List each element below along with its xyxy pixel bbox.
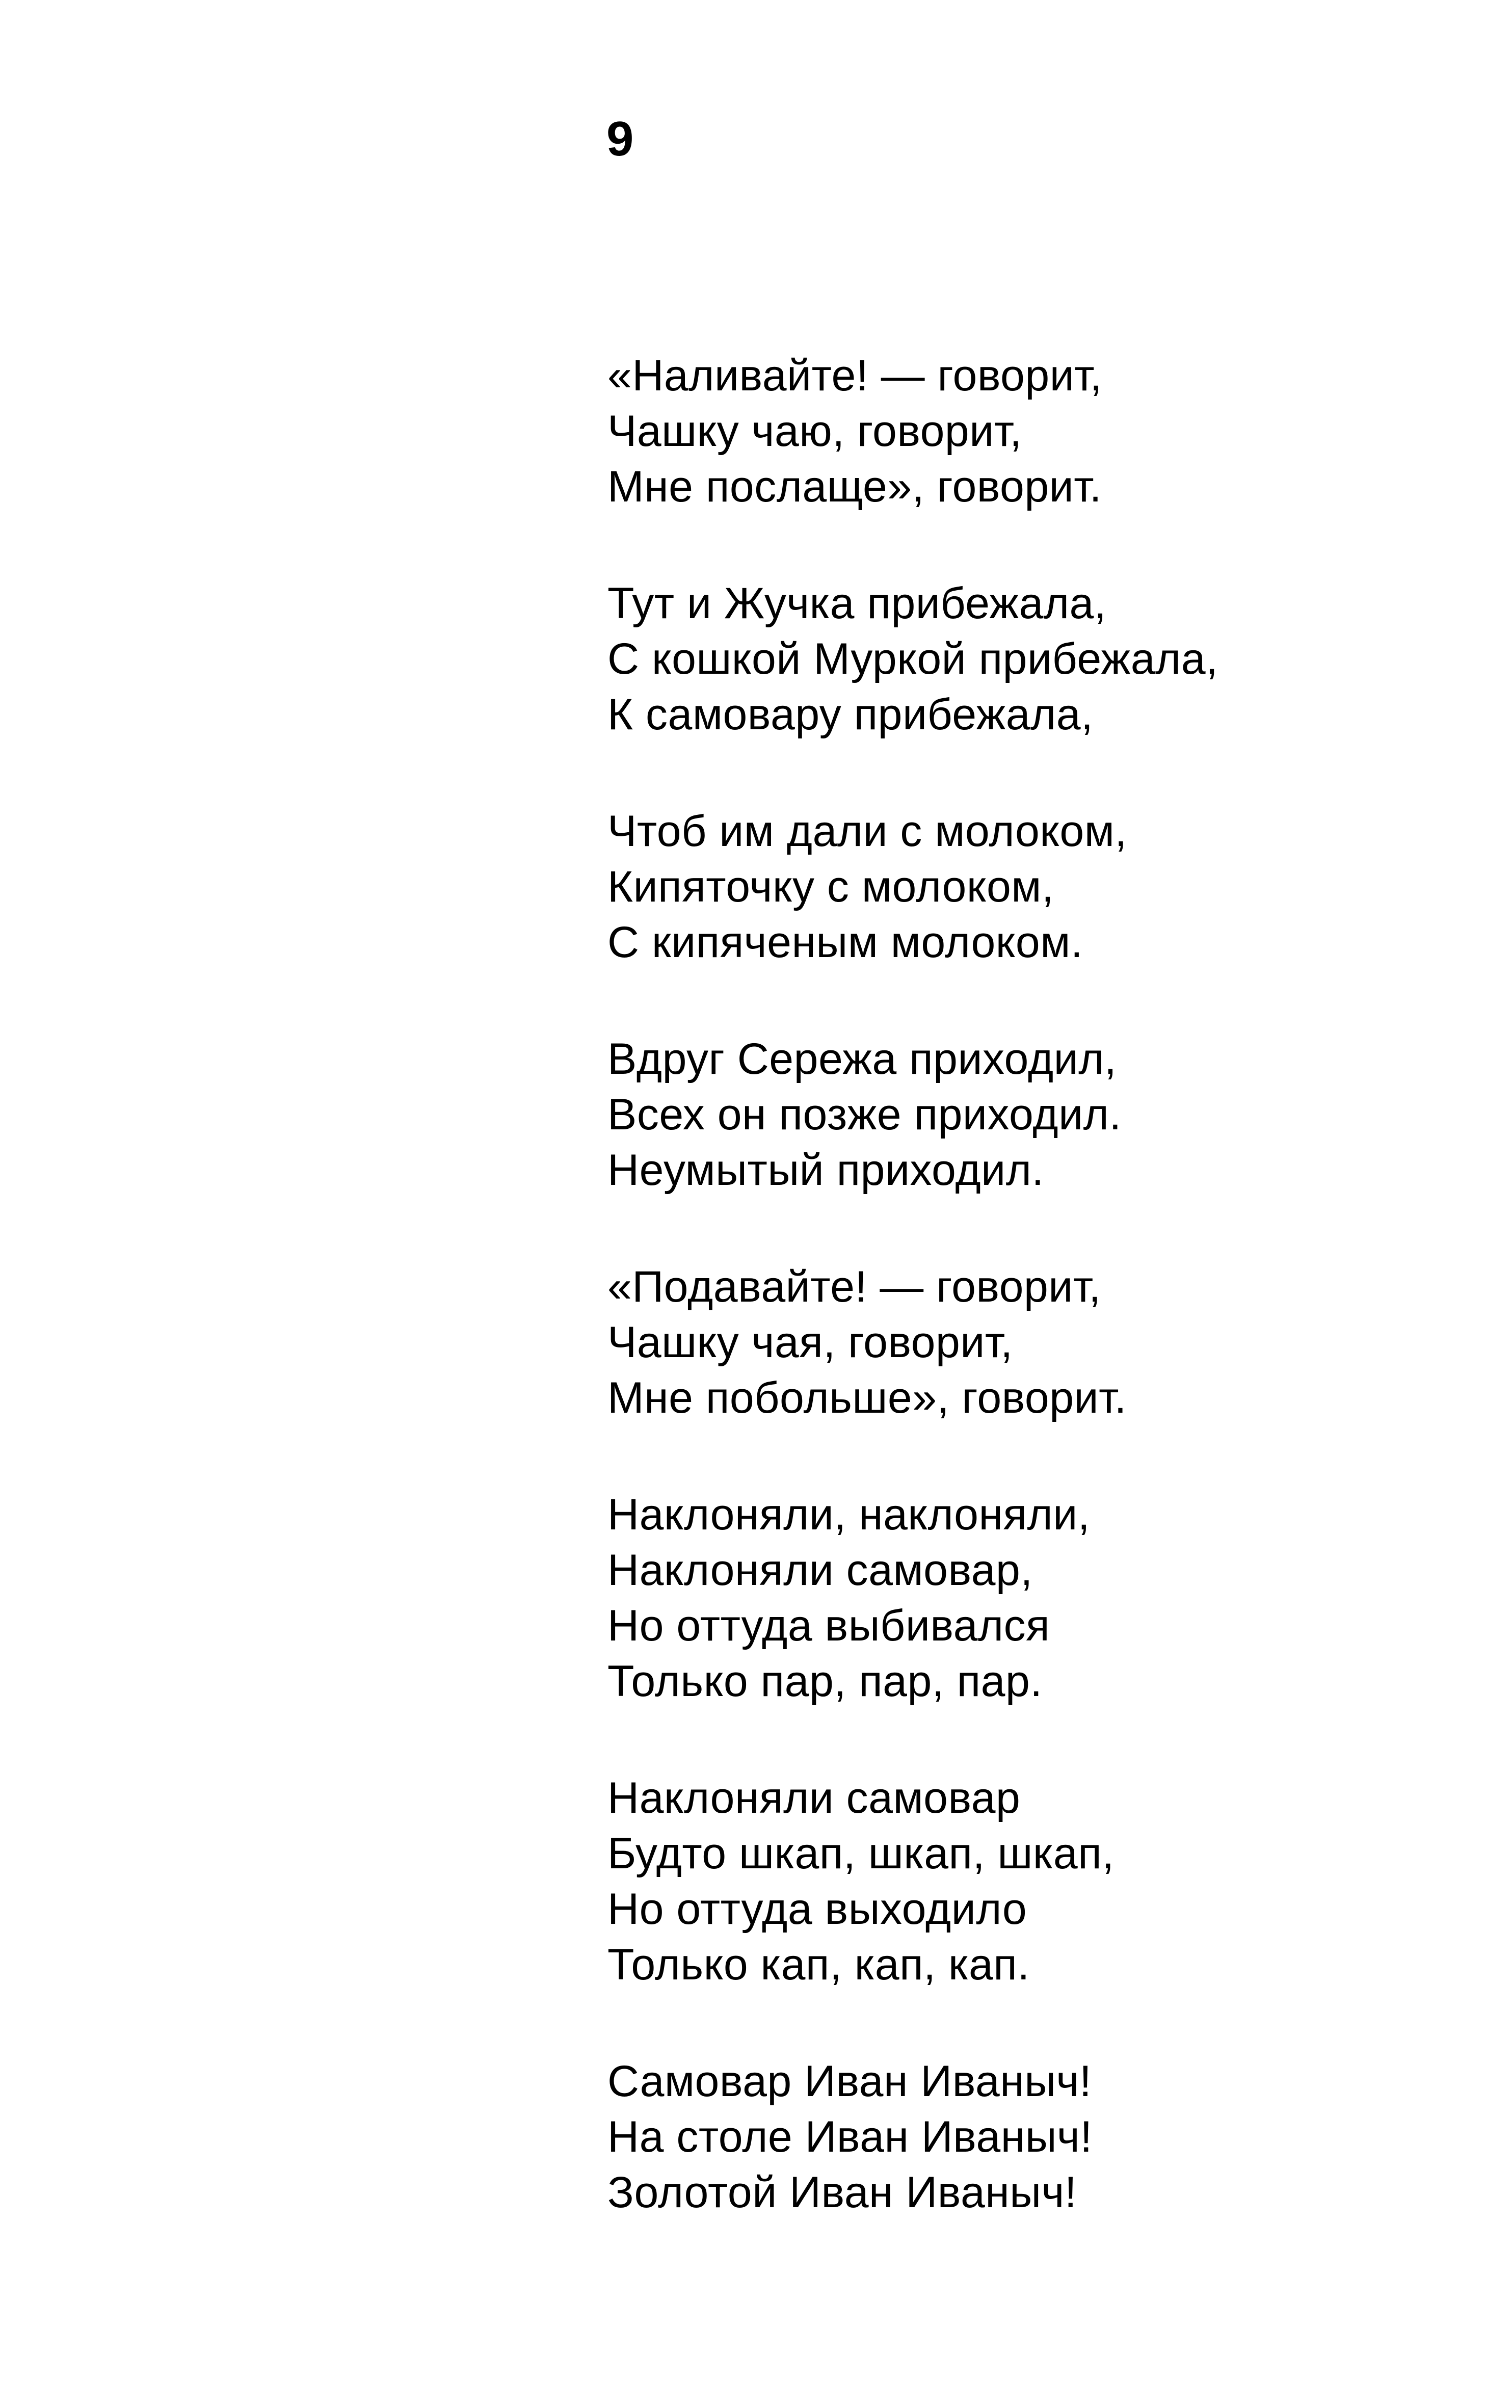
stanza xyxy=(607,576,1474,743)
stanza xyxy=(607,1487,1474,1709)
poem-line: Тут и Жучка прибежала, xyxy=(607,579,1107,628)
poem-line: Наклоняли самовар, xyxy=(607,1546,1033,1595)
poem-line: Всех он позже приходил. xyxy=(607,1090,1122,1139)
poem-line: С кипяченым молоком. xyxy=(607,918,1083,967)
poem-line: Наклоняли, наклоняли, xyxy=(607,1490,1091,1539)
poem-line: Но оттуда выбивался xyxy=(607,1601,1050,1650)
poem-line: На столе Иван Иваныч! xyxy=(607,2112,1093,2161)
poem-line: Неумытый приходил. xyxy=(607,1146,1044,1195)
stanza xyxy=(607,804,1474,970)
stanza xyxy=(607,2054,1474,2220)
poem-line: Наклоняли самовар xyxy=(607,1774,1021,1822)
poem-line: Чашку чаю, говорит, xyxy=(607,407,1022,456)
poem-line: Будто шкап, шкап, шкап, xyxy=(607,1829,1115,1878)
poem-line: Чашку чая, говорит, xyxy=(607,1318,1013,1367)
stanza xyxy=(607,1031,1474,1198)
poem-line: Мне побольше», говорит. xyxy=(607,1373,1127,1422)
poem-line: «Подавайте! — говорит, xyxy=(607,1262,1101,1311)
page-number: 9 xyxy=(606,112,634,166)
stanza xyxy=(607,348,1474,515)
poem-line: Но оттуда выходило xyxy=(607,1885,1027,1934)
poem-line: Мне послаще», говорит. xyxy=(607,462,1102,511)
poem-line: С кошкой Муркой прибежала, xyxy=(607,634,1218,683)
poem-line: Кипяточку с молоком, xyxy=(607,862,1054,911)
poem-line: Только кап, кап, кап. xyxy=(607,1940,1030,1989)
poem-line: «Наливайте! — говорит, xyxy=(607,351,1102,400)
poem-text xyxy=(607,348,1474,2282)
stanza xyxy=(607,1770,1474,1993)
poem-line: Вдруг Сережа приходил, xyxy=(607,1035,1117,1083)
poem-line: Чтоб им дали с молоком, xyxy=(607,807,1127,856)
poem-line: Самовар Иван Иваныч! xyxy=(607,2057,1092,2106)
poem-line: Золотой Иван Иваныч! xyxy=(607,2168,1077,2217)
poem-line: К самовару прибежала, xyxy=(607,690,1094,739)
poem-line: Только пар, пар, пар. xyxy=(607,1657,1043,1706)
stanza xyxy=(607,1259,1474,1426)
